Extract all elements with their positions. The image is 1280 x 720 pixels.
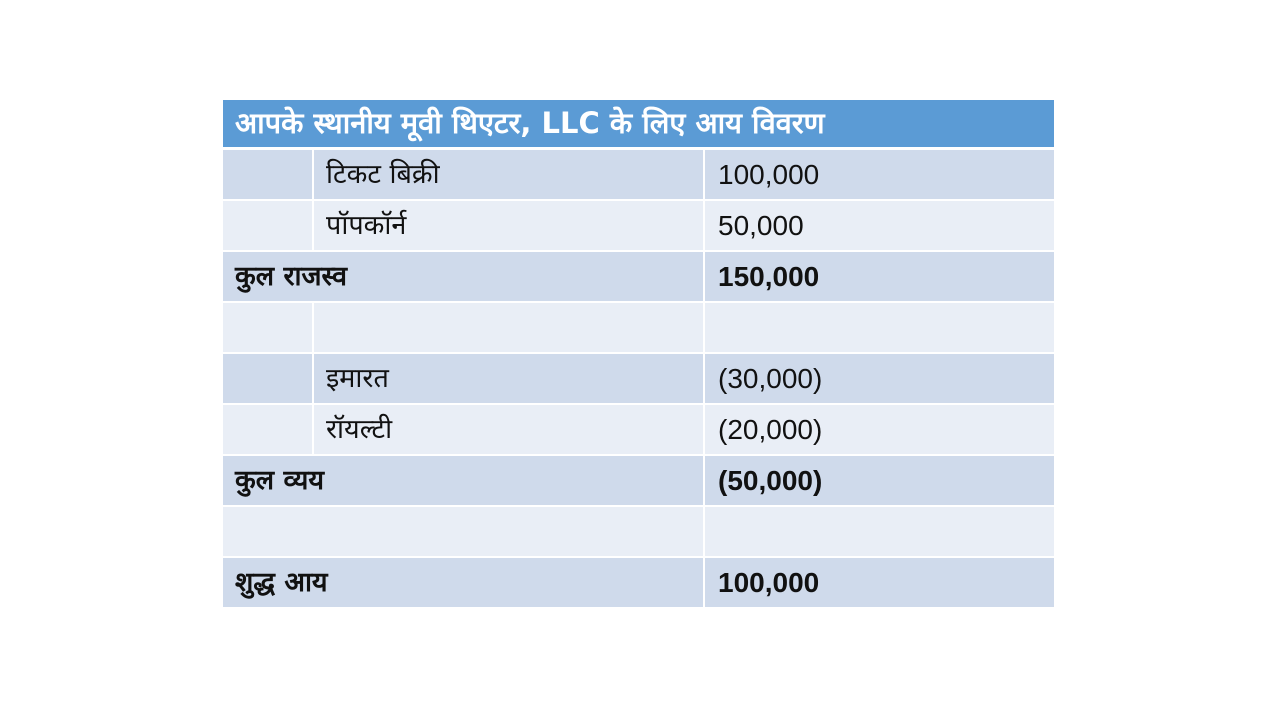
row-label: टिकट बिक्री — [313, 149, 704, 201]
total-value: 150,000 — [704, 251, 1054, 302]
total-value: (50,000) — [704, 455, 1054, 506]
table-row — [223, 404, 1054, 455]
row-value: (20,000) — [704, 404, 1054, 455]
net-income-row — [223, 557, 1054, 607]
row-value — [704, 302, 1054, 353]
indent-cell — [223, 149, 313, 201]
table-title: आपके स्थानीय मूवी थिएटर, LLC के लिए आय विवरण — [223, 100, 1054, 149]
net-income-label: शुद्ध आय — [223, 557, 704, 607]
net-income-value: 100,000 — [704, 557, 1054, 607]
row-label: पॉपकॉर्न — [313, 200, 704, 251]
total-expense-row — [223, 455, 1054, 506]
row-value: 100,000 — [704, 149, 1054, 201]
indent-cell — [223, 302, 313, 353]
row-value: 50,000 — [704, 200, 1054, 251]
indent-cell — [223, 200, 313, 251]
row-value: (30,000) — [704, 353, 1054, 404]
income-statement-table — [223, 100, 1054, 607]
table-row — [223, 302, 1054, 353]
row-label: इमारत — [313, 353, 704, 404]
indent-cell — [223, 404, 313, 455]
table-title-row — [223, 100, 1054, 149]
row-label: रॉयल्टी — [313, 404, 704, 455]
total-label: कुल व्यय — [223, 455, 704, 506]
row-label — [313, 302, 704, 353]
table-row — [223, 506, 1054, 557]
total-revenue-row — [223, 251, 1054, 302]
table-row — [223, 149, 1054, 201]
total-label: कुल राजस्व — [223, 251, 704, 302]
indent-cell — [223, 353, 313, 404]
table-row — [223, 200, 1054, 251]
table-row — [223, 353, 1054, 404]
row-value — [704, 506, 1054, 557]
row-label — [223, 506, 704, 557]
